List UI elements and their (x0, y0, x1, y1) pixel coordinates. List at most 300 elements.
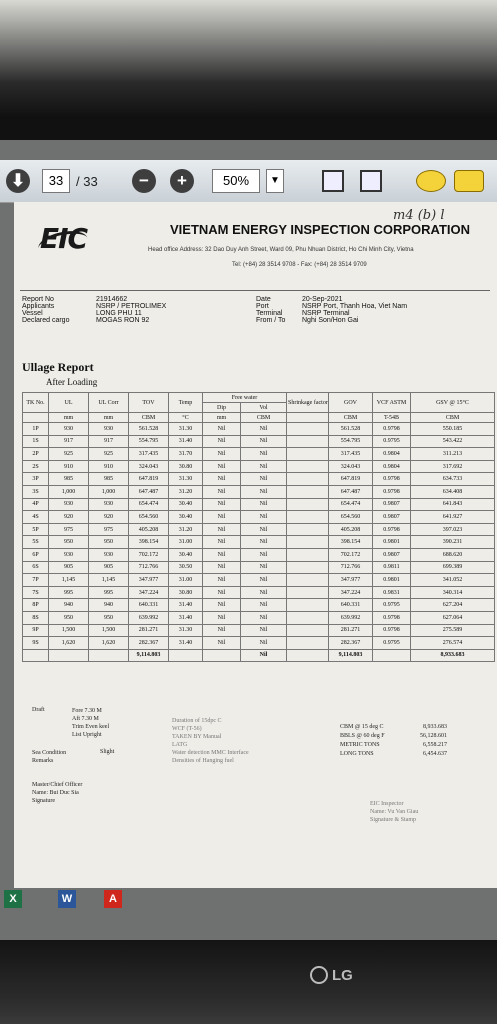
table-cell: 688.620 (411, 548, 495, 561)
table-cell: Nil (203, 548, 241, 561)
draft-label: Draft (32, 707, 45, 713)
report-title: Ullage Report (22, 360, 94, 374)
zoom-dropdown[interactable] (266, 168, 284, 194)
table-cell: Nil (203, 448, 241, 461)
th-tk: TK No. (23, 393, 49, 413)
table-cell: 654.560 (329, 511, 373, 524)
page-number-box[interactable] (42, 168, 70, 194)
total-gsv: 8,933.683 (411, 649, 495, 662)
table-cell: Nil (203, 586, 241, 599)
summary-value-cbm: 8,933.683 (423, 724, 447, 730)
table-cell: 317.435 (129, 448, 169, 461)
table-cell: 31.40 (169, 435, 203, 448)
table-cell: Nil (241, 523, 287, 536)
table-cell: 0.9801 (373, 536, 411, 549)
summary-value-lt: 6,454.637 (423, 751, 447, 757)
page-number-input[interactable]: 33 (42, 169, 70, 193)
inspector-block (370, 800, 418, 824)
table-cell: Nil (241, 561, 287, 574)
monitor-bezel-bottom (0, 940, 497, 1024)
table-cell: Nil (241, 485, 287, 498)
table-cell: Nil (203, 611, 241, 624)
table-cell: 699.389 (411, 561, 495, 574)
sea-condition-value: Slight (100, 749, 115, 755)
monitor-brand-logo (310, 966, 353, 984)
table-row (23, 624, 495, 637)
table-cell: 1,620 (89, 637, 129, 650)
total-cell (89, 649, 129, 662)
table-cell: Nil (241, 460, 287, 473)
summary-label-mt: METRIC TONS (340, 742, 380, 748)
draft-trim: Trim Even keel (72, 724, 110, 730)
table-cell: 275.589 (411, 624, 495, 637)
table-cell: 634.733 (411, 473, 495, 486)
th-ul-corr: UL Corr (89, 393, 129, 413)
table-cell: 647.487 (129, 485, 169, 498)
table-row (23, 574, 495, 587)
table-cell: 940 (89, 599, 129, 612)
table-cell: Nil (203, 498, 241, 511)
label-date: Date (256, 296, 271, 303)
table-cell: Nil (203, 435, 241, 448)
table-cell (287, 511, 329, 524)
table-cell: Nil (203, 599, 241, 612)
value-declared-cargo: MOGAS RON 92 (96, 317, 150, 324)
table-cell: 8S (23, 611, 49, 624)
table-cell (287, 586, 329, 599)
table-cell: 0.9795 (373, 637, 411, 650)
note-line: TAKEN BY Manual (172, 734, 222, 740)
zoom-input[interactable]: 50% (212, 169, 260, 193)
table-cell: 0.9804 (373, 460, 411, 473)
table-cell: 0.9804 (373, 448, 411, 461)
table-cell: Nil (241, 473, 287, 486)
table-cell: Nil (203, 473, 241, 486)
down-arrow-icon: ⬇ (6, 169, 30, 193)
table-cell: 30.50 (169, 561, 203, 574)
unit-cell: CBM (241, 413, 287, 423)
table-cell: 31.30 (169, 423, 203, 436)
table-cell: Nil (241, 536, 287, 549)
table-cell: 347.977 (129, 574, 169, 587)
table-cell: 0.9811 (373, 561, 411, 574)
sea-condition-label: Sea Condition (32, 750, 67, 756)
table-cell: 910 (49, 460, 89, 473)
table-cell (287, 637, 329, 650)
table-row (23, 523, 495, 536)
table-cell: Nil (241, 611, 287, 624)
table-cell: Nil (203, 561, 241, 574)
table-cell (287, 611, 329, 624)
table-cell: Nil (241, 548, 287, 561)
total-cell (287, 649, 329, 662)
table-cell: 930 (89, 548, 129, 561)
table-cell: 920 (49, 511, 89, 524)
lg-circle-icon (310, 966, 328, 984)
table-row (23, 511, 495, 524)
table-cell: 0.9798 (373, 624, 411, 637)
inspector-signature: Signature & Stamp (370, 817, 416, 823)
table-cell: 2S (23, 460, 49, 473)
label-terminal: Terminal (256, 310, 283, 317)
table-cell: 31.20 (169, 485, 203, 498)
table-cell: Nil (203, 460, 241, 473)
table-cell: Nil (203, 423, 241, 436)
table-cell: 398.154 (129, 536, 169, 549)
label-declared-cargo: Declared cargo (22, 317, 70, 324)
total-cell (49, 649, 89, 662)
total-cell (373, 649, 411, 662)
note-line: Densities of Hanging fuel (172, 758, 234, 764)
table-cell: 712.766 (129, 561, 169, 574)
table-cell: 0.9801 (373, 574, 411, 587)
value-vessel: LONG PHU 11 (96, 310, 142, 317)
table-cell (287, 448, 329, 461)
table-cell: 0.9795 (373, 435, 411, 448)
table-cell: 930 (49, 498, 89, 511)
draft-fore: Fore 7.30 M (72, 708, 102, 714)
zoom-out-button[interactable] (132, 168, 156, 194)
value-date: 20-Sep-2021 (302, 296, 343, 303)
table-cell: 324.043 (329, 460, 373, 473)
table-cell: 30.40 (169, 498, 203, 511)
unit-cell (287, 413, 329, 423)
total-cell (169, 649, 203, 662)
table-cell: 1,000 (49, 485, 89, 498)
table-row (23, 473, 495, 486)
total-gov: 9,114.803 (329, 649, 373, 662)
info-left-labels (22, 296, 69, 324)
zoom-in-button[interactable] (170, 168, 194, 194)
table-cell: 30.40 (169, 511, 203, 524)
table-cell: 6S (23, 561, 49, 574)
table-cell (287, 485, 329, 498)
table-cell (287, 624, 329, 637)
excel-icon[interactable]: X (4, 890, 22, 908)
table-cell: 925 (49, 448, 89, 461)
table-cell: 702.172 (329, 548, 373, 561)
table-cell: 2P (23, 448, 49, 461)
table-cell: Nil (241, 599, 287, 612)
chevron-down-icon: ▼ (266, 169, 284, 193)
table-cell (287, 536, 329, 549)
label-from-to: From / To (256, 317, 286, 324)
value-port: NSRP Port, Thanh Hoa, Viet Nam (302, 303, 408, 310)
table-cell: 30.40 (169, 548, 203, 561)
label-port: Port (256, 303, 269, 310)
draft-list: List Upright (72, 732, 102, 738)
company-name: VIETNAM ENERGY INSPECTION CORPORATION (170, 222, 470, 237)
table-row (23, 423, 495, 436)
table-units-row (23, 413, 495, 423)
summary-value-mt: 6,558.217 (423, 742, 447, 748)
table-cell: 317.435 (329, 448, 373, 461)
unit-cell: mm (49, 413, 89, 423)
table-cell: 8P (23, 599, 49, 612)
table-cell: 920 (89, 511, 129, 524)
table-cell (287, 435, 329, 448)
table-cell: 0.9798 (373, 423, 411, 436)
table-cell: 641.843 (411, 498, 495, 511)
table-cell: Nil (241, 637, 287, 650)
table-cell: 930 (89, 498, 129, 511)
table-cell: Nil (241, 435, 287, 448)
table-cell: Nil (241, 423, 287, 436)
table-cell (287, 423, 329, 436)
table-cell: 917 (89, 435, 129, 448)
company-tel: Tel: (+84) 28 3514 9708 - Fax: (+84) 28 3514 9709 (232, 262, 367, 268)
table-cell: 340.314 (411, 586, 495, 599)
th-shrinkage: Shrinkage factor (287, 393, 329, 413)
table-cell: 543.422 (411, 435, 495, 448)
th-gsv: GSV @ 15°C (411, 393, 495, 413)
table-cell: 554.795 (129, 435, 169, 448)
table-cell: 0.9798 (373, 523, 411, 536)
table-cell: 640.331 (329, 599, 373, 612)
th-free-water: Free water (203, 393, 287, 403)
table-cell: 985 (49, 473, 89, 486)
table-cell: 405.208 (129, 523, 169, 536)
table-cell: Nil (203, 523, 241, 536)
table-cell: 930 (49, 548, 89, 561)
table-row (23, 586, 495, 599)
value-terminal: NSRP Terminal (302, 310, 350, 317)
draft-aft: Aft 7.30 M (72, 716, 99, 722)
fit-page-button[interactable] (322, 168, 344, 194)
table-cell: 627.064 (411, 611, 495, 624)
unit-cell: mm (89, 413, 129, 423)
sea-condition-block (32, 749, 66, 765)
th-gov: GOV (329, 393, 373, 413)
table-cell: 282.367 (129, 637, 169, 650)
table-cell: 654.560 (129, 511, 169, 524)
report-subtitle: After Loading (46, 377, 98, 387)
table-row (23, 460, 495, 473)
note-line: LATG (172, 742, 188, 748)
table-row (23, 637, 495, 650)
table-cell: 647.819 (129, 473, 169, 486)
ullage-table (22, 392, 495, 662)
table-cell: 995 (89, 586, 129, 599)
table-cell: 31.30 (169, 624, 203, 637)
table-cell: 4S (23, 511, 49, 524)
minus-icon: − (132, 169, 156, 193)
table-cell: 0.9798 (373, 611, 411, 624)
table-cell: 950 (49, 611, 89, 624)
table-cell: 627.204 (411, 599, 495, 612)
table-row (23, 435, 495, 448)
expand-icon (360, 170, 382, 192)
table-cell: 905 (89, 561, 129, 574)
value-report-no: 21914662 (96, 296, 128, 303)
table-cell: 1,620 (49, 637, 89, 650)
table-cell: 341.052 (411, 574, 495, 587)
unit-cell: CBM (411, 413, 495, 423)
table-body (23, 423, 495, 650)
table-cell: 317.692 (411, 460, 495, 473)
table-cell: 4P (23, 498, 49, 511)
remarks-label: Remarks (32, 758, 54, 764)
unit-cell: °C (169, 413, 203, 423)
draft-values (72, 707, 109, 739)
pdf-reader-icon[interactable]: A (104, 890, 122, 908)
master-name: Name: Bui Duc Sia (32, 790, 79, 796)
unit-cell (23, 413, 49, 423)
table-cell: 311.213 (411, 448, 495, 461)
table-cell: 7S (23, 586, 49, 599)
table-cell (287, 460, 329, 473)
table-cell: 1,500 (49, 624, 89, 637)
note-line: WCF (T-56) (172, 726, 202, 732)
total-cell (203, 649, 241, 662)
table-row (23, 561, 495, 574)
table-row (23, 485, 495, 498)
table-cell: Nil (203, 511, 241, 524)
inspector-name: Name: Vu Van Giau (370, 809, 419, 815)
label-report-no: Report No (22, 296, 54, 303)
table-cell: 31.40 (169, 599, 203, 612)
info-right-labels (256, 296, 285, 324)
table-cell: 0.9807 (373, 548, 411, 561)
company-logo: EIC (40, 222, 88, 255)
table-cell: 639.992 (129, 611, 169, 624)
table-cell: 3P (23, 473, 49, 486)
table-cell: 324.043 (129, 460, 169, 473)
table-cell: 634.408 (411, 485, 495, 498)
table-cell: 390.231 (411, 536, 495, 549)
table-cell: 640.331 (129, 599, 169, 612)
table-cell: 31.20 (169, 523, 203, 536)
fit-width-button[interactable] (360, 168, 382, 194)
table-cell: 639.992 (329, 611, 373, 624)
table-row (23, 611, 495, 624)
table-cell: 950 (49, 536, 89, 549)
typewriter-button[interactable] (454, 168, 484, 194)
table-cell: 1S (23, 435, 49, 448)
fit-page-icon (322, 170, 344, 192)
table-cell: 30.80 (169, 460, 203, 473)
table-cell: 398.154 (329, 536, 373, 549)
table-cell: 647.487 (329, 485, 373, 498)
table-cell: 347.224 (129, 586, 169, 599)
table-cell: 1,500 (89, 624, 129, 637)
unit-cell: CBM (129, 413, 169, 423)
table-cell: 3S (23, 485, 49, 498)
total-cell (23, 649, 49, 662)
table-cell: 0.9807 (373, 498, 411, 511)
lg-brand-text: LG (332, 966, 353, 984)
table-cell: 702.172 (129, 548, 169, 561)
monitor-bezel-top (0, 0, 497, 118)
table-cell: 397.023 (411, 523, 495, 536)
page-down-button[interactable] (6, 168, 30, 194)
th-vol: Vol (241, 403, 287, 413)
table-cell (287, 561, 329, 574)
th-dip: Dip (203, 403, 241, 413)
table-cell: 0.9807 (373, 511, 411, 524)
divider (20, 290, 490, 291)
handwritten-signature: m4 (b) l (393, 208, 445, 223)
table-cell: 6P (23, 548, 49, 561)
table-cell: 282.367 (329, 637, 373, 650)
table-cell: 31.40 (169, 637, 203, 650)
measurement-notes (172, 717, 249, 765)
info-right-values (302, 296, 407, 324)
comment-bubble-icon (416, 170, 446, 192)
th-ul: UL (49, 393, 89, 413)
table-cell: 281.271 (129, 624, 169, 637)
table-cell: 347.977 (329, 574, 373, 587)
table-cell: 31.40 (169, 611, 203, 624)
table-cell: 1,145 (49, 574, 89, 587)
th-temp: Temp (169, 393, 203, 413)
table-cell: 5P (23, 523, 49, 536)
table-cell: 975 (89, 523, 129, 536)
table-cell: 9P (23, 624, 49, 637)
table-cell: Nil (203, 624, 241, 637)
plus-icon: + (170, 169, 194, 193)
table-cell: 276.574 (411, 637, 495, 650)
table-cell: 30.80 (169, 586, 203, 599)
table-cell: 0.9798 (373, 473, 411, 486)
info-left-values (96, 296, 166, 324)
table-cell (287, 498, 329, 511)
table-cell: Nil (203, 574, 241, 587)
table-cell: 281.271 (329, 624, 373, 637)
table-header-row (23, 393, 495, 403)
table-cell: 7P (23, 574, 49, 587)
table-cell: 917 (49, 435, 89, 448)
table-cell: 905 (49, 561, 89, 574)
comment-button[interactable] (416, 168, 446, 194)
value-from-to: Nghi Son/Hon Gai (302, 317, 359, 324)
note-line: Water detection MMC Interface (172, 750, 249, 756)
company-address: Head office Address: 32 Dao Duy Anh Street, Ward 09, Phu Nhuan District, Ho Chi Minh City, Vietna (148, 247, 414, 253)
master-block (32, 781, 82, 805)
table-cell: 712.766 (329, 561, 373, 574)
label-applicants: Applicants (22, 303, 55, 310)
table-cell: 930 (49, 423, 89, 436)
table-total-row (23, 649, 495, 662)
typewriter-icon (454, 170, 484, 192)
table-cell: 347.224 (329, 586, 373, 599)
unit-cell: T-54B (373, 413, 411, 423)
zoom-box[interactable] (212, 168, 260, 194)
table-cell: 31.00 (169, 574, 203, 587)
table-cell: 940 (49, 599, 89, 612)
table-cell: 985 (89, 473, 129, 486)
table-cell: 1P (23, 423, 49, 436)
word-icon[interactable]: W (58, 890, 76, 908)
table-cell: 0.9795 (373, 599, 411, 612)
table-row (23, 448, 495, 461)
table-cell: 930 (89, 423, 129, 436)
table-cell: Nil (241, 624, 287, 637)
unit-cell: mm (203, 413, 241, 423)
th-vcf: VCF ASTM (373, 393, 411, 413)
table-cell: 550.185 (411, 423, 495, 436)
table-row (23, 548, 495, 561)
table-row (23, 498, 495, 511)
table-cell: 654.474 (129, 498, 169, 511)
table-cell: Nil (241, 586, 287, 599)
table-cell: 31.30 (169, 473, 203, 486)
table-cell (287, 599, 329, 612)
table-cell: 950 (89, 536, 129, 549)
value-applicants: NSRP / PETROLIMEX (96, 303, 167, 310)
summary-label-bbls: BBLS @ 60 deg F (340, 733, 385, 739)
summary-label-lt: LONG TONS (340, 751, 374, 757)
